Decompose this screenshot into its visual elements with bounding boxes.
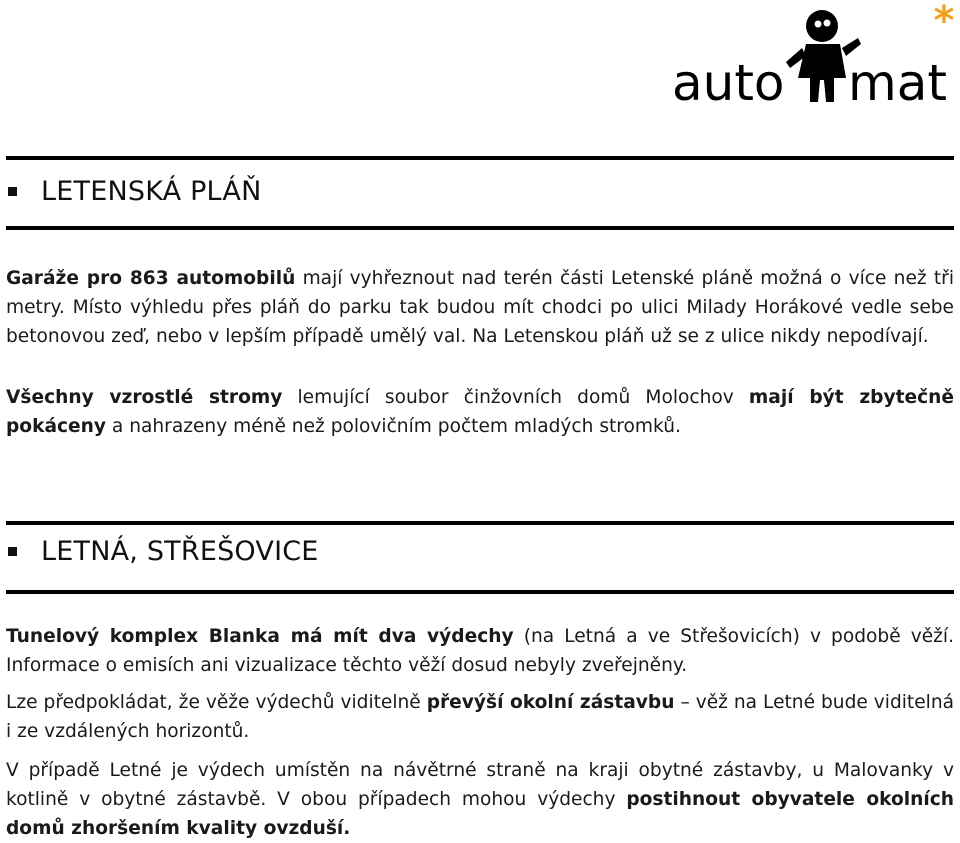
section1-title: LETENSKÁ PLÁŇ <box>41 176 262 207</box>
bottom-rule-1 <box>6 226 954 230</box>
section1-p2-text2: a nahrazeny méně než polovičním počtem mladých stromků. <box>106 416 681 437</box>
section2-p3-text1: V případě Letné je výdech umístěn na návětrné straně na kraji obytné zástavby, u Malovanky v kotlině v obytné zástavbě. V obou případech mohou výdechy <box>6 760 954 810</box>
section2-p2-text2: – věž na Letné bude viditelná i ze vzdálených horizontů. <box>6 692 955 742</box>
bullet-icon <box>8 547 17 556</box>
section2-p1-text: (na Letná a ve Střešovicích) v podobě věží. Informace o emisích ani vizualizace těchto věží dosud nebyly zveřejněny. <box>6 626 955 676</box>
section2-p2-text1: Lze předpokládat, že věže výdechů viditelně <box>6 692 427 713</box>
section1-p2-text1: lemující soubor činžovních domů Molochov <box>282 387 749 408</box>
section2-paragraph-1 <box>6 622 954 680</box>
section1-p2-bold2: mají být zbytečně pokáceny <box>6 387 954 437</box>
section1-heading <box>6 176 262 207</box>
section2-title: LETNÁ, STŘEŠOVICE <box>41 536 319 567</box>
section1-paragraph-1 <box>6 264 954 351</box>
section2-p1-bold: Tunelový komplex Blanka má mít dva výdechy <box>6 626 514 647</box>
section2-p2-bold: převýší okolní zástavbu <box>426 692 675 713</box>
logo-text-right: mat <box>848 54 947 110</box>
section2-p3-bold: postihnout obyvatele okolních domů zhoršením kvality ovzduší. <box>6 789 955 839</box>
section2-paragraph-3 <box>6 756 954 843</box>
logo-text-left: auto <box>672 54 785 110</box>
section2-paragraph-2 <box>6 688 954 746</box>
section1-p1-bold: Garáže pro 863 automobilů <box>6 268 296 289</box>
section1-p1-text: mají vyhřeznout nad terén části Letenské pláně možná o více než tři metry. Místo výhledu přes pláň do parku tak budou mít chodci po ulici Milady Horákové vedle sebe betonovou zeď, nebo v lepším případě umělý val. Na Letenskou pláň už se z ulice nikdy nepodívají. <box>6 268 954 347</box>
automat-logo-graphic <box>668 4 958 110</box>
bullet-icon <box>8 187 17 196</box>
top-rule-2 <box>6 521 954 525</box>
bottom-rule-2 <box>6 590 954 594</box>
section1-p2-bold1: Všechny vzrostlé stromy <box>6 387 283 408</box>
logo-star: * <box>933 4 955 44</box>
automat-logo <box>668 4 958 110</box>
section2-heading <box>6 536 319 567</box>
top-rule-1 <box>6 156 954 160</box>
section1-paragraph-2 <box>6 383 954 441</box>
